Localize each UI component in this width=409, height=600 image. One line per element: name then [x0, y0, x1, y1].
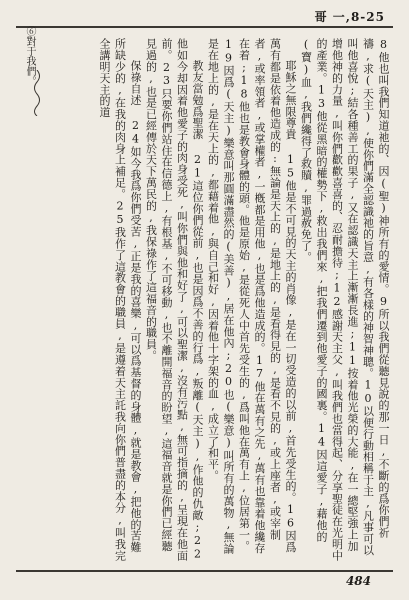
footer-rule	[16, 570, 393, 572]
scripture-body	[21, 38, 391, 562]
page-number: 484	[345, 574, 371, 588]
paragraph-1: 8他也叫我們知道祂的、因(聖)神所有的愛情。9所以我們從聽見說的那一日,不斷的爲你們祈禱,求(天主),使你們滿全認識祂的旨意,有各樣的神智神聰。10以便行動相稱于主,凡事可以叫他喜悅;結各種善工的果子,又在認識天主上漸漸長進;11按着他光榮的大能,在一總堅強上加增他神的力量,叫你們歡歡喜喜的、忍耐擔待;12感謝天主父,叫我們也當得起、分享聖徒在光明中的產業。13他從黑暗的權勢下,救出我們來,把我們遷到他愛子的國裏。14因這愛子,藉他的(寶)血,我們纔得了救贖,罪過赦免了。	[299, 38, 390, 561]
header-book-title: 哥	[314, 10, 328, 24]
running-header	[315, 8, 385, 25]
header-chapter-range: 一,8-25	[332, 10, 385, 24]
header-rule	[16, 26, 393, 28]
paragraph-4: 保祿自述 24如今我爲你們受苦,正是我的喜樂,可以爲基督的身體,就是教會,把他的苦難所缺少的,在我的肉身上補足。25我作了這教會的職員,是遵着天主託我向你們普盡的本分,叫我完全講明天主的道	[98, 38, 142, 561]
paragraph-3: 教友當勉爲聖潔 21這位你們從前,也是因爲不善的行爲,叛離(天主),作他的仇敵;22他如今却因着他愛子的肉身受死,叫你們與他和好了,可以聖潔,沒有污點,無可指摘的,呈現在他面前。23只要你們站住在信德上,有根基,不可移動,也不離開福音的盼望,這福音就是你們已經聽見過的,也是已經傳於天下萬民的,我保祿作了這福音的職員。	[144, 38, 204, 561]
footnote: ⑥對于我們。	[24, 26, 35, 86]
paragraph-2: 耶穌之無限尊貴 15他是不可見的天主的肖像,是在一切受造的以前,首先受生的。16因爲萬有都是依着他造成的:無論是天上的,是地上的,是看得見的,是看不見的,或上座者,或宰制者,或率領者,或掌權者,一槪都是用他,也是爲他造成的。17他在萬有之先,萬有也靠着他纔存在着;18他也是教會身體的頭。他是原始,是從死人中首先受生的,爲叫他在萬有上,位居第一。19因爲(天主)樂意叫那圓滿盡然的(美善),居在他內;20也(樂意)叫所有的萬物,無論是在地上的,是在天上的,都藉着他,與自己和好,因着他十字架的血,成立了和平。	[206, 38, 297, 555]
